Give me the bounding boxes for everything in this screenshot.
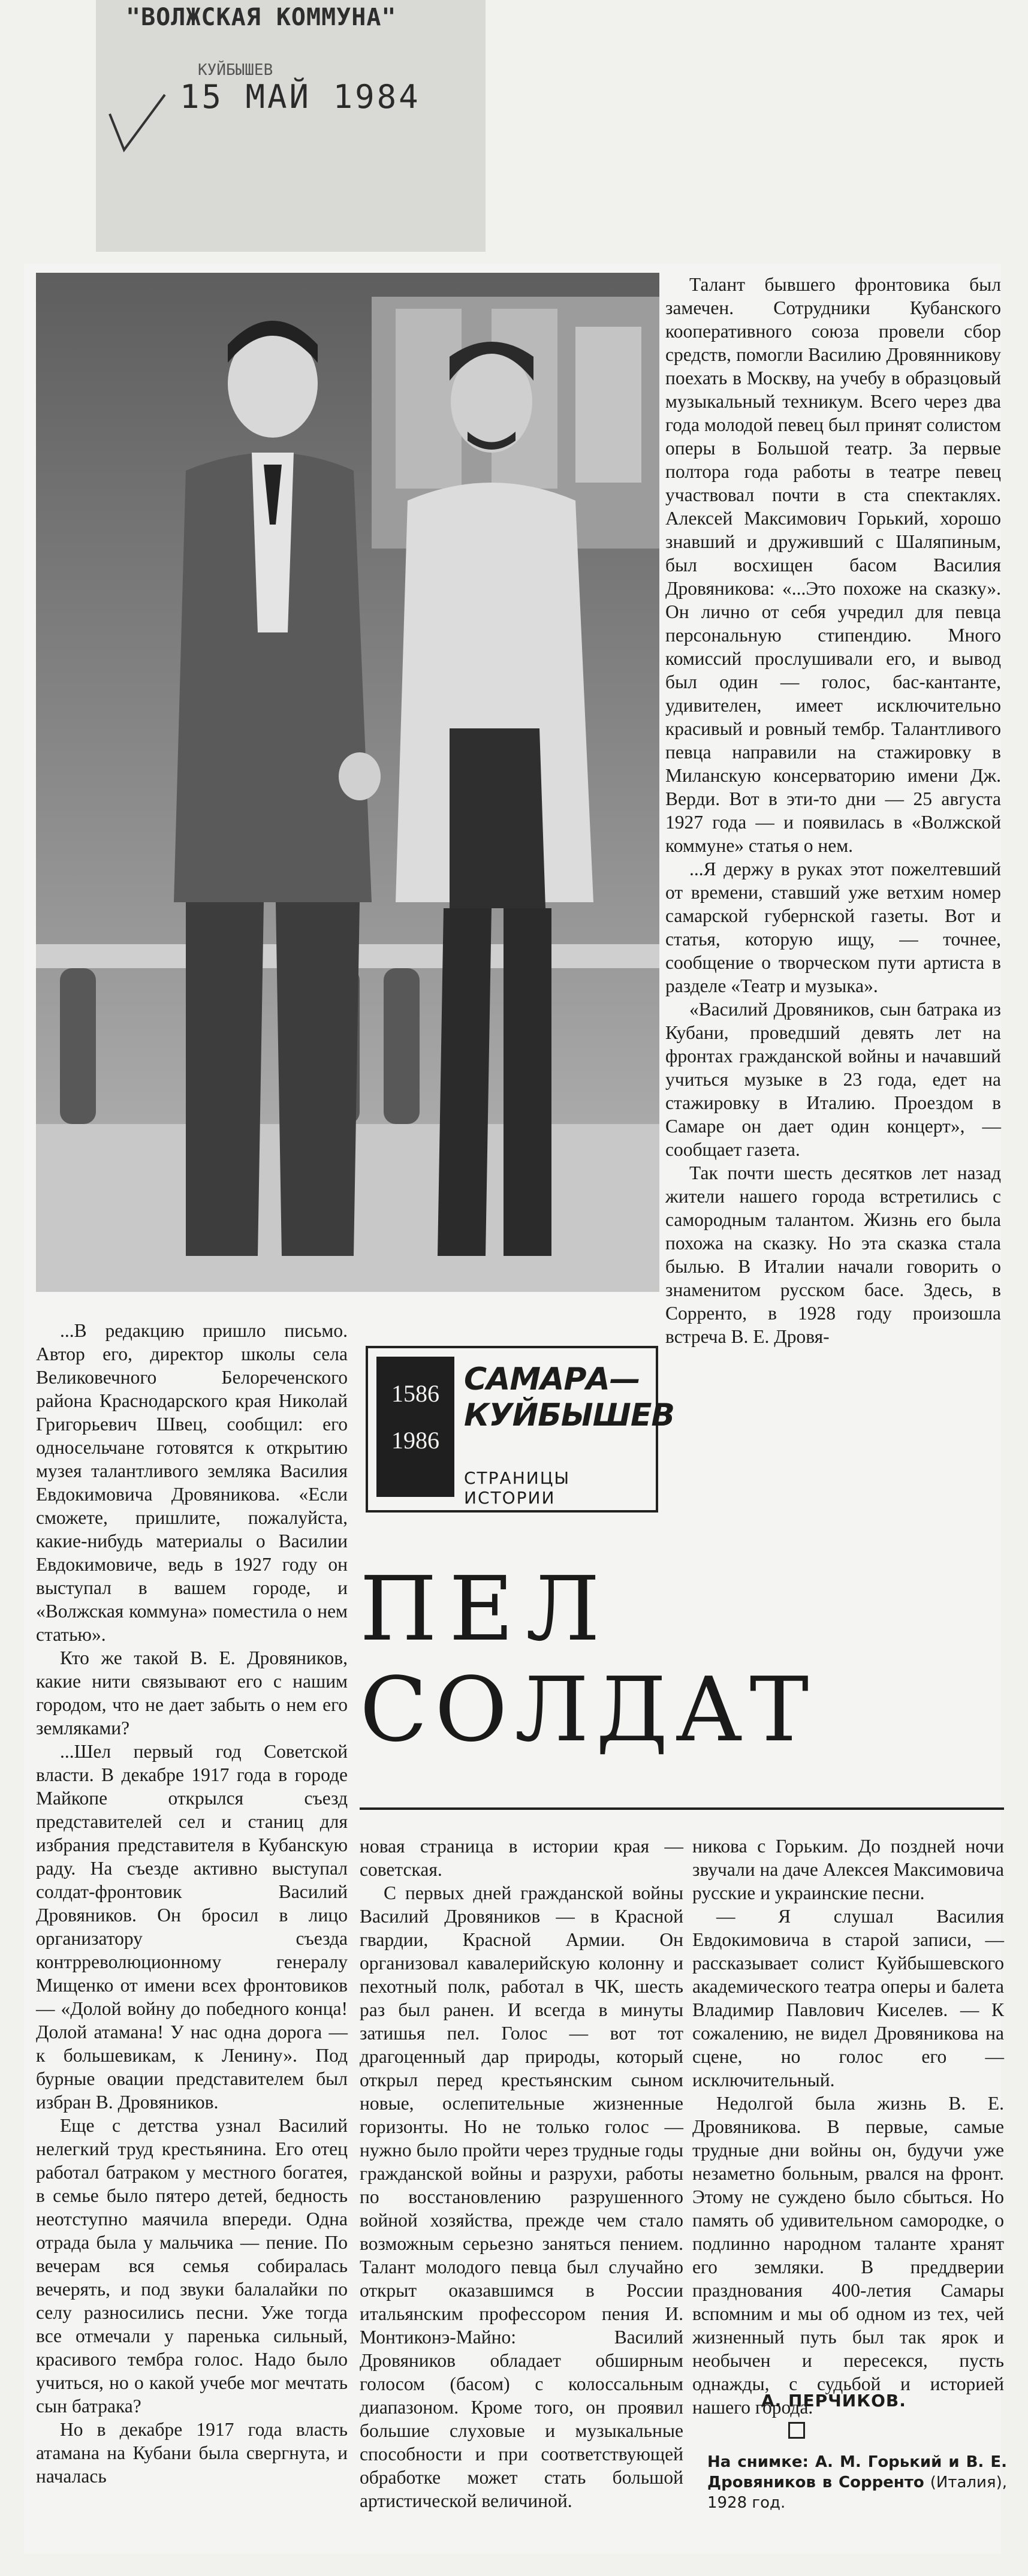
headline-line1: ПЕЛ xyxy=(360,1557,612,1661)
author-signature: А. ПЕРЧИКОВ. xyxy=(761,2391,906,2411)
paragraph: никова с Горьким. До поздней ночи звучали на даче Алексея Максимовича русские и украинские песни. xyxy=(692,1836,1004,1903)
paragraph: — Я слушал Василия Евдокимовича в старой записи, — рассказывает солист Куйбышевского академического театра оперы и балета Владимир Павлович Киселев. — К сожалению, не видел Дровяникова на сцене, но голос его — исключительный. xyxy=(692,1906,1004,2090)
caption-lead: На снимке: А. М. Горький и В. Е. Дровяников в Сорренто xyxy=(707,2453,1007,2491)
logo-year-start: 1586 xyxy=(391,1380,439,1407)
paragraph: Так почти шесть десятков лет назад жители нашего города встретились с самородным талантом. Жизнь его была похожа на сказку. Но эта сказка стала былью. В Италии начали говорить о знаменитом русском басе. Здесь, в Сорренто, в 1928 году произошла встреча В. Е. Дровя- xyxy=(665,1162,1001,1347)
paragraph: Еще с детства узнал Василий нелегкий труд крестьянина. Его отец работал батраком у местного богатея, в семье было пятеро детей, бедность неотступно маячила впереди. Одна отрада была у мальчика — пение. По вечерам вся семья собиралась вечерять, и под звуки балалайки по селу разносились песни. Уже тогда все отмечали у паренька сильный, красивого тембра голос. Надо было учиться, но о какой учебе мог мечтать сын батрака? xyxy=(36,2115,348,2417)
paragraph: Кто же такой В. Е. Дровяников, какие нити связывают его с нашим городом, что не дает забыть о нем его земляками? xyxy=(36,1647,348,1739)
photo-caption xyxy=(707,2452,1007,2513)
logo-title-line1: САМАРА— xyxy=(464,1361,640,1397)
newspaper-name-stamp: "ВОЛЖСКАЯ КОММУНА" xyxy=(126,4,397,31)
logo-subtitle: СТРАНИЦЫ ИСТОРИИ xyxy=(464,1468,571,1508)
paragraph: новая страница в истории края — советская. xyxy=(360,1836,683,1880)
paragraph: Недолгой была жизнь В. Е. Дровяникова. В первые, самые трудные дни войны он, будучи уже незаметно больным, рвался на фронт. Этому не суждено было сбыться. Но память об удивительном самородке, о подлинно народном таланте хранят его земляки. В преддверии празднования 400-летия Самары вспомним и мы об одном из тех, чей жизненный путь был так ярок и необычен и пересекся, пусть однажды, с судьбой и историей нашего города. xyxy=(692,2093,1004,2418)
logo-title-line2: КУЙБЫШЕВ xyxy=(464,1397,675,1433)
series-logo xyxy=(366,1346,675,1513)
paragraph: Талант бывшего фронтовика был замечен. Сотрудники Кубанского кооперативного союза провели сбор средств, помогли Василию Дровянникову поехать в Москву, на учебу в образцовый музыкальный техникум. Всего через два года молодой певец был принят солистом оперы в Большой театр. За первые полтора года работы в театре певец участвовал почти в ста спектаклях. Алексей Максимович Горький, хорошо знавший и друживший с Шаляпиным, был восхищен басом Василия Дровяникова: «...Это похоже на сказку». Он лично от себя учредил для певца персональную стипендию. Много комиссий прослушивали его, и вывод был один — голос, бас-кантанте, удивителен, имеет исключительно красивый и ровный тембр. Талантливого певца направили на стажировку в Миланскую консерваторию имени Дж. Верди. Вот в эти-то дни — 25 августа 1927 года — и появилась в «Волжской коммуне» статья о нем. xyxy=(665,274,1001,856)
paragraph: С первых дней гражданской войны Василий Дровяников — в Красной гвардии, Красной Армии. Он организовал кавалерийскую колонну и пехотный полк, работал в ЧК, шесть раз был ранен. И всегда в минуты затишья пел. Голос — вот тот драгоценный дар природы, который открыл перед крестьянским сыном новые, ослепительные жизненные горизонты. Но не только голос — нужно было пройти через трудные годы гражданской войны и разрухи, работы по восстановлению разрушенного войной хозяйства, прежде чем стало возможным серьезно заняться пением. Талант молодого певца был случайно открыт оказавшимся в России итальянским профессором пения И. Монтиконэ-Майно: Василий Дровяников обладает обширным голосом (басом) с колоссальным диапазоном. Кроме того, он проявил большие слуховые и музыкальные способности и при соответствующей обработке может стать большой артистической величиной. xyxy=(360,1882,683,2511)
logo-year-end: 1986 xyxy=(391,1427,439,1454)
check-mark-icon xyxy=(105,90,171,156)
date-stamp: 15 МАЙ 1984 xyxy=(180,78,421,116)
headline xyxy=(360,1559,1007,1760)
paragraph: ...Я держу в руках этот пожелтевший от времени, ставший уже ветхим номер самарской губернской газеты. Вот и статья, которую ищу, — точнее, сообщение о творческом пути артиста в разделе «Театр и музыка». xyxy=(665,858,1001,996)
paragraph: ...Шел первый год Советской власти. В декабре 1917 года в городе Майкопе открылся съезд представителей сел и станиц для избрания представителя в Кубанскую раду. На съезде активно выступал солдат-фронтовик Василий Дровяников. Он бросил в лицо организатору съезда контрреволюционному генералу Мищенко от имени всех фронтовиков — «Долой войну до победного конца! Долой атамана! У нас одна дорога — к большевикам, к Ленину». Под бурные овации представителем был избран В. Дровяников. xyxy=(36,1741,348,2113)
divider xyxy=(360,1807,1004,1810)
paragraph: «Василий Дровяников, сын батрака из Кубани, проведший девять лет на фронтах гражданской войны и начавший учиться музыке в 23 года, едет на стажировку в Италию. Проездом в Самаре он дает один концерт», — сообщает газета. xyxy=(665,999,1001,1160)
paragraph: Но в декабре 1917 года власть атамана на Кубани была свергнута, и началась xyxy=(36,2419,348,2487)
photo-gorky-and-drovyanikov xyxy=(36,273,659,1292)
article-column-right-top xyxy=(665,273,1001,1348)
article-column-left xyxy=(36,1319,348,2488)
paragraph: ...В редакцию пришло письмо. Автор его, директор школы села Великовечного Белореченского района Краснодарского края Николай Григорьевич Швец, сообщил: его односельчане готовятся к открытию музея талантливого земляка Василия Евдокимовича Дровяникова. «Если сможете, пришлите, пожалуйста, какие-нибудь материалы о Василии Евдокимовиче, ведь в 1927 году он выступал в вашем городе, и «Волжская коммуна» поместила о нем статью». xyxy=(36,1320,348,1645)
city-stamp: КУЙБЫШЕВ xyxy=(198,61,273,79)
logo-title xyxy=(464,1361,675,1433)
article-column-middle xyxy=(360,1834,683,2512)
headline-line2: СОЛДАТ xyxy=(360,1658,816,1761)
caption-tail: (Италия), 1928 год. xyxy=(707,2473,1007,2512)
end-mark-icon xyxy=(788,2422,805,2439)
article-column-right xyxy=(692,1834,1004,2419)
emblem xyxy=(376,1357,454,1497)
